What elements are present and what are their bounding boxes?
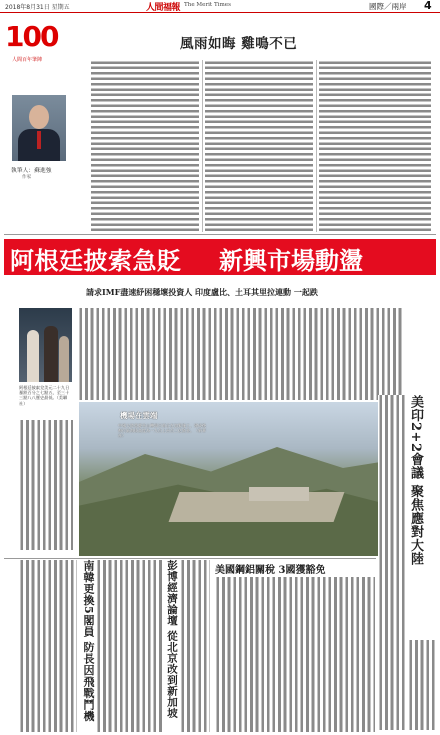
author-name: 執筆人：蘇進強 — [11, 168, 52, 174]
us-india-story-text — [378, 395, 406, 730]
column-title: 風雨如晦 雞鳴不已 — [180, 36, 298, 52]
pedestrian-figure — [44, 326, 58, 382]
column-logo-number: 100 — [5, 20, 58, 53]
pedestrian-figure — [27, 330, 39, 382]
feature-photo-caption: 中國大陸重慶巫山機場日前正在加緊施工，建成後飛行區海拔高度為一九百上台百三亿資金。（新華社） — [118, 423, 206, 438]
author-face — [29, 105, 49, 129]
main-headline-left: 阿根廷披索急貶 — [10, 247, 182, 275]
us-steel-headline: 美國鋼鋁關稅 3國獲豁免 — [215, 565, 326, 576]
story-text-block — [19, 420, 73, 550]
us-steel-story-text — [215, 577, 375, 732]
korea-headline: 南韓更換5閣員 防長因飛戰鬥機 — [82, 560, 95, 722]
feature-photo-title: 機場在雲端 — [120, 411, 158, 420]
newspaper-english-name: The Merit Times — [184, 2, 231, 8]
column-logo-caption: 人間百年筆陣 — [12, 57, 43, 63]
page-number: 4 — [424, 0, 432, 12]
main-story-text — [78, 308, 403, 400]
argentina-street-photo — [19, 308, 72, 382]
pedestrian-figure — [59, 336, 69, 382]
section-label: 國際／兩岸 — [369, 2, 407, 11]
column-text-block — [319, 60, 431, 232]
author-role: 作家 — [22, 175, 32, 180]
korea-story-text — [19, 560, 77, 732]
us-india-headline: 美印2+2會議 聚焦應對大陸 — [408, 395, 423, 566]
main-headline-right: 新興市場動盪 — [219, 247, 363, 275]
main-subheadline: 請求IMF盡速紓困穩壞投資人 印度盧比、土耳其里拉連動 一起跌 — [86, 287, 318, 297]
us-india-story-text — [408, 640, 436, 730]
section-divider — [4, 234, 436, 235]
column-divider — [202, 60, 203, 232]
newspaper-logo: 人間福報 — [146, 3, 181, 13]
column-logo — [5, 20, 81, 56]
bloomberg-story-text — [180, 560, 210, 732]
issue-date: 2018年8月31日 星期五 — [5, 4, 70, 11]
terminal-building — [249, 487, 309, 501]
author-tie — [37, 131, 41, 149]
korea-story-text — [96, 560, 162, 732]
column-text-block — [91, 60, 199, 232]
section-divider — [4, 558, 376, 559]
bloomberg-forum-headline: 彭博經濟論壇 從北京改到新加坡 — [166, 560, 178, 719]
column-text-block — [205, 60, 313, 232]
author-photo — [12, 95, 66, 161]
column-divider — [316, 60, 317, 232]
argentina-photo-caption: 阿根廷披索兌美元二十九日暴跌百分之七點五，至三十三點八八歷史最低。（美聯社） — [19, 385, 70, 406]
